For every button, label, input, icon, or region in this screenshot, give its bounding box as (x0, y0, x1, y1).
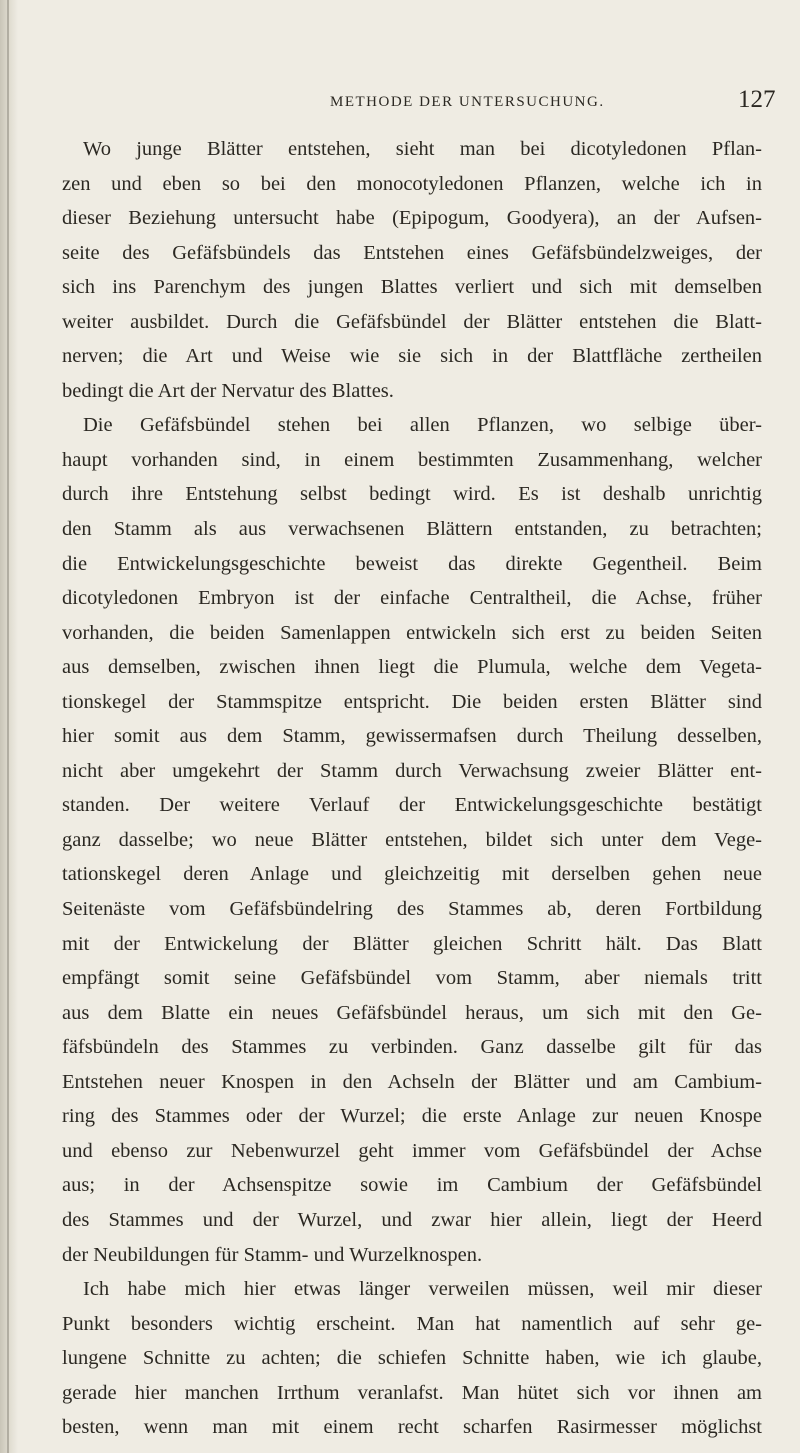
text-line: der Neubildungen für Stamm- und Wurzelknospen. (62, 1243, 483, 1266)
text-line: tionskegel der Stammspitze entspricht. Die beiden ersten Blätter sind (62, 690, 762, 713)
text-line: Seitenäste vom Gefäfsbündelring des Stammes ab, deren Fortbildung (62, 898, 762, 921)
text-line: nicht aber umgekehrt der Stamm durch Verwachsung zweier Blätter ent- (62, 759, 762, 782)
text-line: Wo junge Blätter entstehen, sieht man bei dicotyledonen Pflan- (83, 138, 762, 160)
page-header (0, 86, 800, 116)
text-line: seite des Gefäfsbündels das Entstehen eines Gefäfsbündelzweiges, der (62, 241, 762, 264)
text-line: ganz dasselbe; wo neue Blätter entstehen, bildet sich unter dem Vege- (62, 828, 762, 851)
text-line: durch ihre Entstehung selbst bedingt wird. Es ist deshalb unrichtig (62, 483, 762, 506)
text-line: fäfsbündeln des Stammes zu verbinden. Ganz dasselbe gilt für das (62, 1036, 762, 1059)
text-line: Entstehen neuer Knospen in den Achseln der Blätter und am Cambium- (62, 1070, 762, 1093)
text-line: aus demselben, zwischen ihnen liegt die Plumula, welche dem Vegeta- (62, 656, 762, 679)
text-line: tationskegel deren Anlage und gleichzeitig mit derselben gehen neue (62, 863, 762, 886)
page-binding-shadow (0, 0, 18, 1453)
text-line: die Entwickelungsgeschichte beweist das direkte Gegentheil. Beim (62, 552, 762, 575)
page-binding-edge (7, 0, 9, 1453)
text-line: und ebenso zur Nebenwurzel geht immer vom Gefäfsbündel der Achse (62, 1139, 762, 1162)
text-line: hier somit aus dem Stamm, gewissermafsen durch Theilung desselben, (62, 725, 762, 748)
text-line: aus dem Blatte ein neues Gefäfsbündel heraus, um sich mit den Ge- (62, 1001, 762, 1024)
text-line: Punkt besonders wichtig erscheint. Man hat namentlich auf sehr ge- (62, 1312, 762, 1335)
text-line: dieser Beziehung untersucht habe (Epipogum, Goodyera), an der Aufsen- (62, 207, 762, 230)
text-line: empfängt somit seine Gefäfsbündel vom Stamm, aber niemals tritt (62, 967, 762, 990)
text-line: lungene Schnitte zu achten; die schiefen Schnitte haben, wie ich glaube, (62, 1347, 762, 1370)
text-line: ring des Stammes oder der Wurzel; die erste Anlage zur neuen Knospe (62, 1105, 762, 1128)
text-line: des Stammes und der Wurzel, und zwar hier allein, liegt der Heerd (62, 1208, 762, 1231)
text-line: vorhanden, die beiden Samenlappen entwickeln sich erst zu beiden Seiten (62, 621, 762, 644)
text-line: nerven; die Art und Weise wie sie sich in der Blattfläche zertheilen (62, 345, 762, 368)
text-line: sich ins Parenchym des jungen Blattes verliert und sich mit demselben (62, 276, 762, 299)
text-line: dicotyledonen Embryon ist der einfache Centraltheil, die Achse, früher (62, 587, 762, 610)
page-number: 127 (738, 86, 776, 113)
text-line: Die Gefäfsbündel stehen bei allen Pflanzen, wo selbige über- (83, 414, 762, 437)
text-line: haupt vorhanden sind, in einem bestimmten Zusammenhang, welcher (62, 448, 762, 471)
text-line: bedingt die Art der Nervatur des Blattes. (62, 379, 394, 402)
text-line: weiter ausbildet. Durch die Gefäfsbündel der Blätter entstehen die Blatt- (62, 310, 762, 333)
body-text (62, 132, 762, 1445)
text-line: mit der Entwickelung der Blätter gleichen Schritt hält. Das Blatt (62, 932, 762, 955)
text-line: gerade hier manchen Irrthum veranlafst. Man hütet sich vor ihnen am (62, 1381, 762, 1404)
text-line: zen und eben so bei den monocotyledonen Pflanzen, welche ich in (62, 172, 762, 195)
text-line: aus; in der Achsenspitze sowie im Cambium der Gefäfsbündel (62, 1174, 762, 1197)
text-line: den Stamm als aus verwachsenen Blättern entstanden, zu betrachten; (62, 518, 762, 541)
text-line: standen. Der weitere Verlauf der Entwickelungsgeschichte bestätigt (62, 794, 762, 817)
text-line: besten, wenn man mit einem recht scharfen Rasirmesser möglichst (62, 1416, 762, 1439)
text-line: Ich habe mich hier etwas länger verweilen müssen, weil mir dieser (83, 1278, 762, 1301)
running-title: METHODE DER UNTERSUCHUNG. (330, 94, 605, 110)
